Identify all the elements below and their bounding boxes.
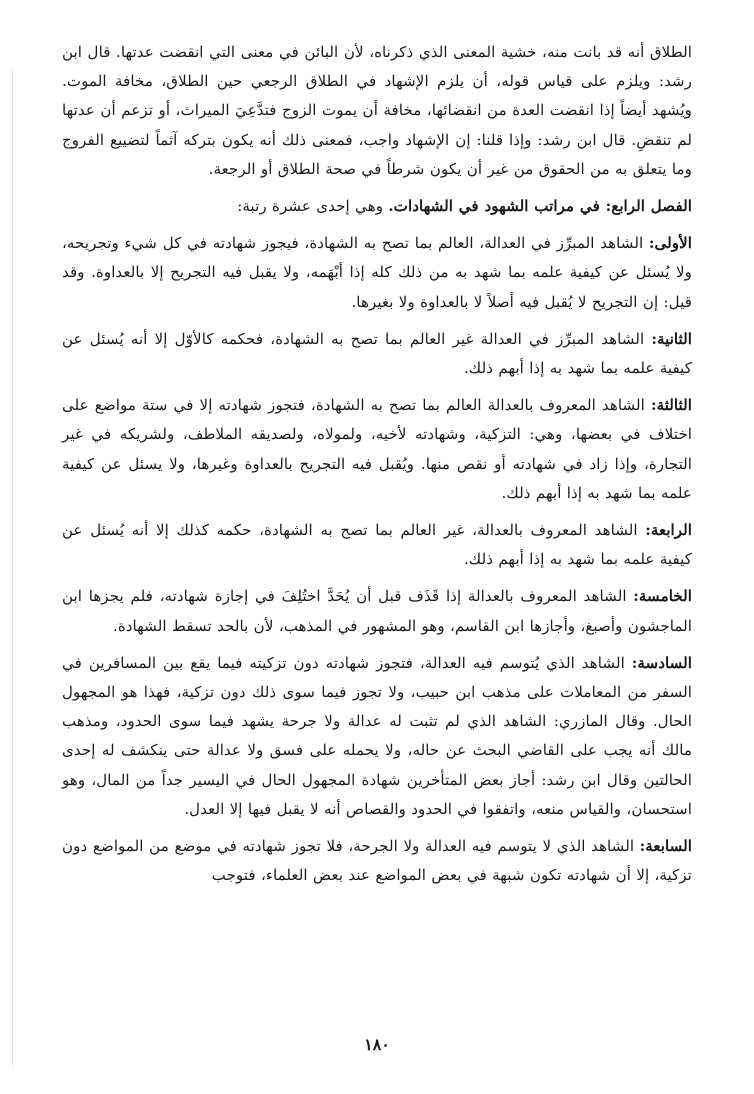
section-subtitle: وهي إحدى عشرة رتبة: — [237, 197, 389, 216]
paragraph-lead: السادسة: — [631, 653, 692, 672]
paragraph-rank-3 — [62, 391, 692, 508]
paragraph-lead: الأولى: — [648, 234, 692, 253]
paragraph-text: الشاهد الذي يُتوسم فيه العدالة، فتجوز شهادته دون تزكيته فيما يقع بين المسافرين في السفر من المعاملات على مذهب ابن حبيب، ولا تجوز فيما سوى ذلك دون تزكية، فهذا هو المجهول الحال. وقال المازري: الشاهد الذي لم تثبت له عدالة ولا جرحة يشهد فيما سوى الحدود، ومذهب مالك أنه يجب على القاضي البحث عن حاله، ولا يحمله على فسق ولا عدالة حتى ينكشف له إحدى الحالتين وقال ابن رشد: أجاز بعض المتأخرين شهادة المجهول الحال في اليسير جداً من المال، وهو استحسان، والقياس منعه، واتفقوا في الحدود والقصاص أنه لا يقبل فيها إلا العدل. — [62, 653, 692, 818]
paragraph-text: الشاهد المعروف بالعدالة العالم بما تصح به الشهادة، فتجوز شهادته إلا في ستة مواضع على اختلاف في بعضها، وهي: التزكية، وشهادته لأخيه، ولمولاه، ولصديقه الملاطف، ولشريكه في غير التجارة، وإذا زاد في شهادته أو نقص منها. ويُقبل فيه التجريح بالعداوة وغيرها، ولا يسئل عن كيفية علمه بما شهد به إذا أبهم ذلك. — [62, 396, 692, 502]
paragraph-text: الشاهد المعروف بالعدالة، غير العالم بما تصح به الشهادة، حكمه كذلك إلا أنه يُسئل عن كيفية علمه بما شهد به إذا أبهم ذلك. — [62, 521, 692, 569]
paragraph-rank-5 — [62, 582, 692, 640]
document-page — [62, 38, 692, 898]
paragraph-text: الشاهد الذي لا يتوسم فيه العدالة ولا الجرحة، فلا تجوز شهادته في موضع من المواضع دون تزكية، إلا أن شهادته تكون شبهة في بعض المواضع عند بعض العلماء، فتوجب — [62, 837, 692, 885]
paragraph-lead: الثالثة: — [650, 396, 692, 415]
paragraph-rank-1 — [62, 229, 692, 317]
paragraph-lead: الخامسة: — [633, 587, 692, 606]
section-title: الفصل الرابع: في مراتب الشهود في الشهادات. — [388, 197, 692, 216]
paragraph-rank-2 — [62, 325, 692, 383]
paragraph-rank-4 — [62, 516, 692, 574]
paragraph-text: الشاهد المبرِّز في العدالة غير العالم بما تصح به الشهادة، فحكمه كالأوّل إلا أنه يُسئل عن كيفية علمه بما شهد به إذا أبهم ذلك. — [62, 329, 692, 378]
paragraph-lead: الرابعة: — [645, 521, 692, 540]
paragraph-text: الطلاق أنه قد بانت منه، خشية المعنى الذي ذكرناه، لأن البائن في معنى التي انقضت عدتها. قال ابن رشد: ويلزم على قياس قوله، أن يلزم الإشهاد في الطلاق الرجعي حين الطلاق، مخافة الموت. ويُشهد أيضاً إذا انقضت العدة من انقضائها، مخافة أن يموت الزوج فتدَّعِيَ الميراث، أو تزعم أن عدتها لم تنقضِ. قال ابن رشد: وإذا قلنا: إن الإشهاد واجب، فمعنى ذلك أنه يكون بتركه آثماً لتضييع الفروج وما يتعلق به من الحقوق من غير أن يكون شرطاً في صحة الطلاق أو الرجعة. — [62, 43, 692, 178]
paragraph-rank-6 — [62, 649, 692, 824]
paragraph-rank-7 — [62, 832, 692, 890]
scan-margin-line — [12, 70, 13, 1070]
section-heading — [62, 192, 692, 221]
paragraph-intro — [62, 38, 692, 184]
paragraph-text: الشاهد المعروف بالعدالة إذا قَذَف قبل أن يُحَدَّ اختُلِفَ في إجازة شهادته، فلم يجزها ابن الماجشون وأصبغ، وأجازها ابن القاسم، وهو المشهور في المذهب، لأن بالحد تسقط الشهادة. — [62, 587, 692, 635]
paragraph-lead: السابعة: — [639, 837, 692, 856]
page-number: ١٨٠ — [364, 1035, 390, 1054]
paragraph-lead: الثانية: — [651, 329, 692, 348]
paragraph-text: الشاهد المبرِّز في العدالة، العالم بما تصح به الشهادة، فيجوز شهادته في كل شيء وتجريحه، ولا يُسئل عن كيفية علمه بما شهد به من ذلك كله إذا أبْهَمه، ولا يقبل فيه التجريح إلا بالعداوة. وقد قيل: إن التجريح لا يُقبل فيه أصلاً لا بالعداوة ولا بغيرها. — [62, 234, 692, 311]
